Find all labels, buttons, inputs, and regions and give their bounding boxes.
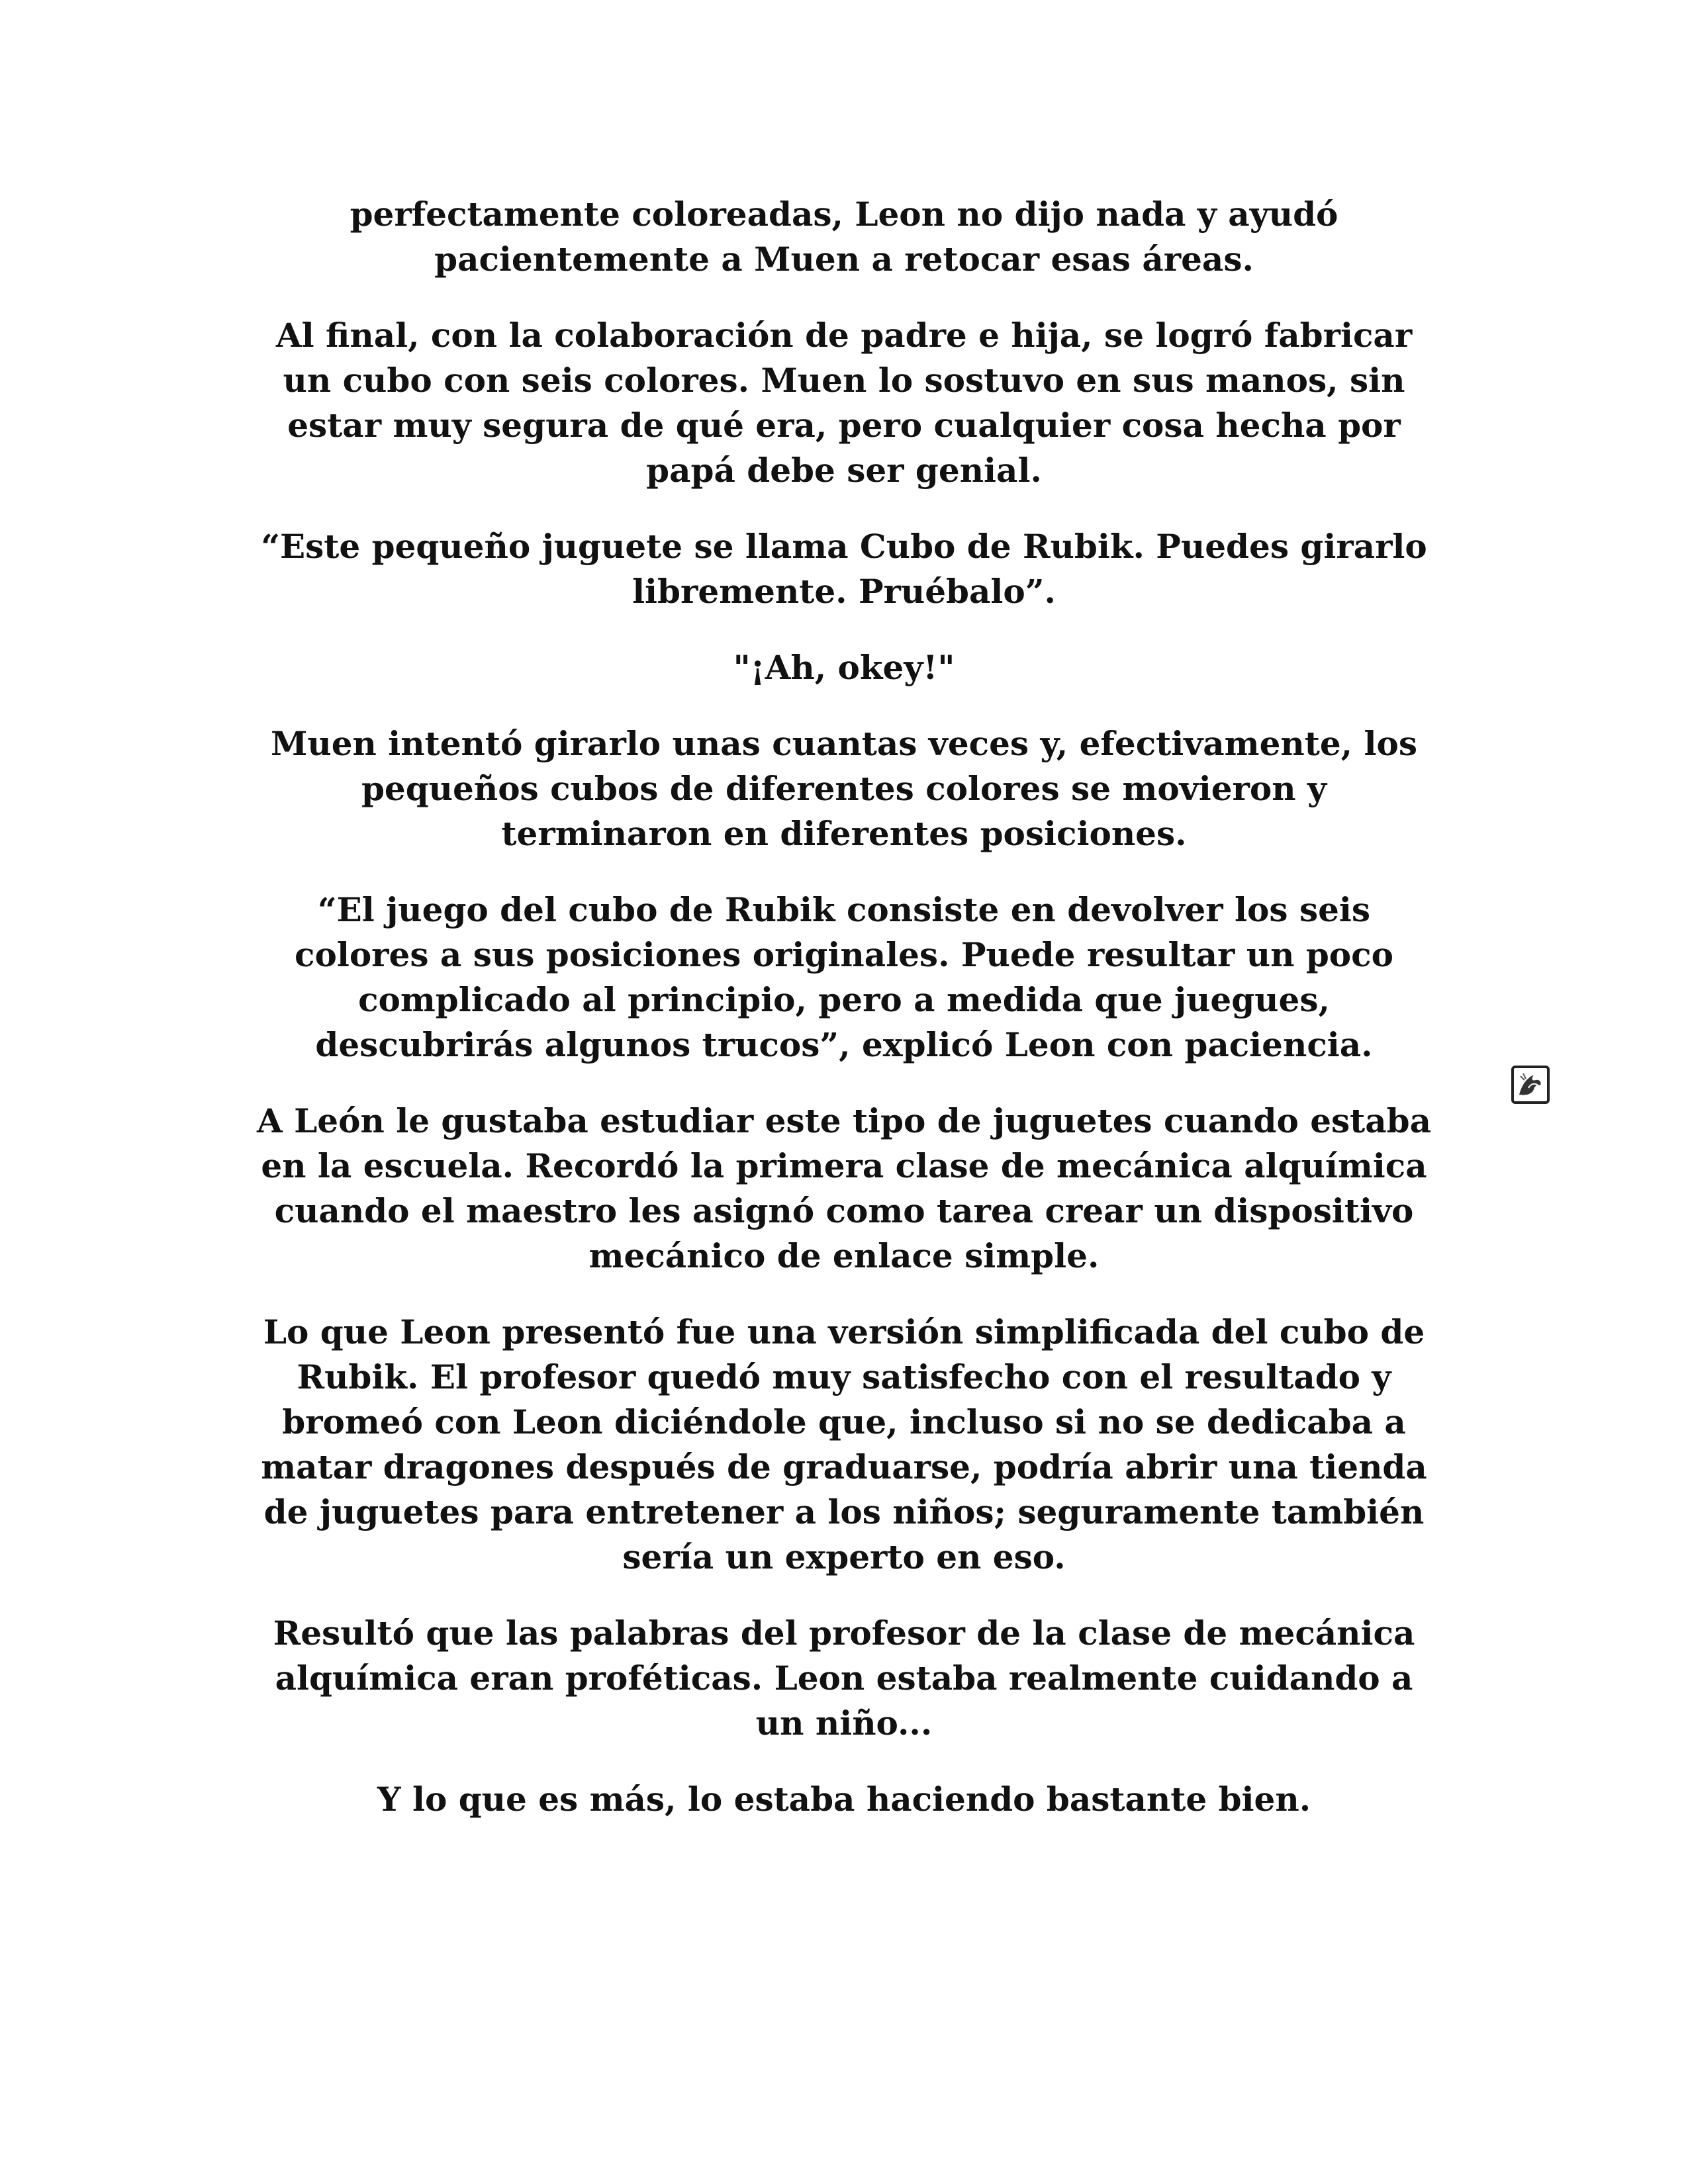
paragraph-5: Muen intentó girarlo unas cuantas veces y, efectivamente, los pequeños cubos de diferentes colores se movieron y terminaron en diferentes posiciones. — [271, 724, 1417, 853]
paragraph-3: “Este pequeño juguete se llama Cubo de Rubik. Puedes girarlo libremente. Pruébalo”. — [261, 527, 1427, 611]
paragraph-8: Lo que Leon presentó fue una versión simplificada del cubo de Rubik. El profesor quedó muy satisfecho con el resultado y bromeó con Leon diciéndole que, incluso si no se dedicaba a matar dragones después de graduarse, podría abrir una tienda de juguetes para entretener a los niños; seguramente también sería un experto en eso. — [261, 1312, 1427, 1576]
paragraph-9: Resultó que las palabras del profesor de la clase de mecánica alquímica eran proféticas. Leon estaba realmente cuidando a un niño... — [273, 1614, 1415, 1743]
dragon-logo-icon — [1511, 1066, 1550, 1104]
paragraph-7: A León le gustaba estudiar este tipo de juguetes cuando estaba en la escuela. Recordó la primera clase de mecánica alquímica cuando el maestro les asignó como tarea crear un dispositivo mecánico de enlace simple. — [256, 1101, 1432, 1275]
paragraph-4: "¡Ah, okey!" — [733, 648, 955, 687]
paragraph-2: Al final, con la colaboración de padre e hija, se logró fabricar un cubo con seis colores. Muen lo sostuvo en sus manos, sin estar muy segura de qué era, pero cualquier cosa hecha por papá debe ser genial. — [275, 316, 1413, 490]
paragraph-1: perfectamente coloreadas, Leon no dijo nada y ayudó pacientemente a Muen a retocar esas áreas. — [350, 195, 1338, 279]
paragraph-6: “El juego del cubo de Rubik consiste en devolver los seis colores a sus posiciones originales. Puede resultar un poco complicado al principio, pero a medida que juegues, descubrirás algunos trucos”, explicó Leon con paciencia. — [295, 890, 1393, 1064]
document-body — [225, 192, 1463, 1853]
paragraph-10: Y lo que es más, lo estaba haciendo bastante bien. — [377, 1780, 1311, 1819]
